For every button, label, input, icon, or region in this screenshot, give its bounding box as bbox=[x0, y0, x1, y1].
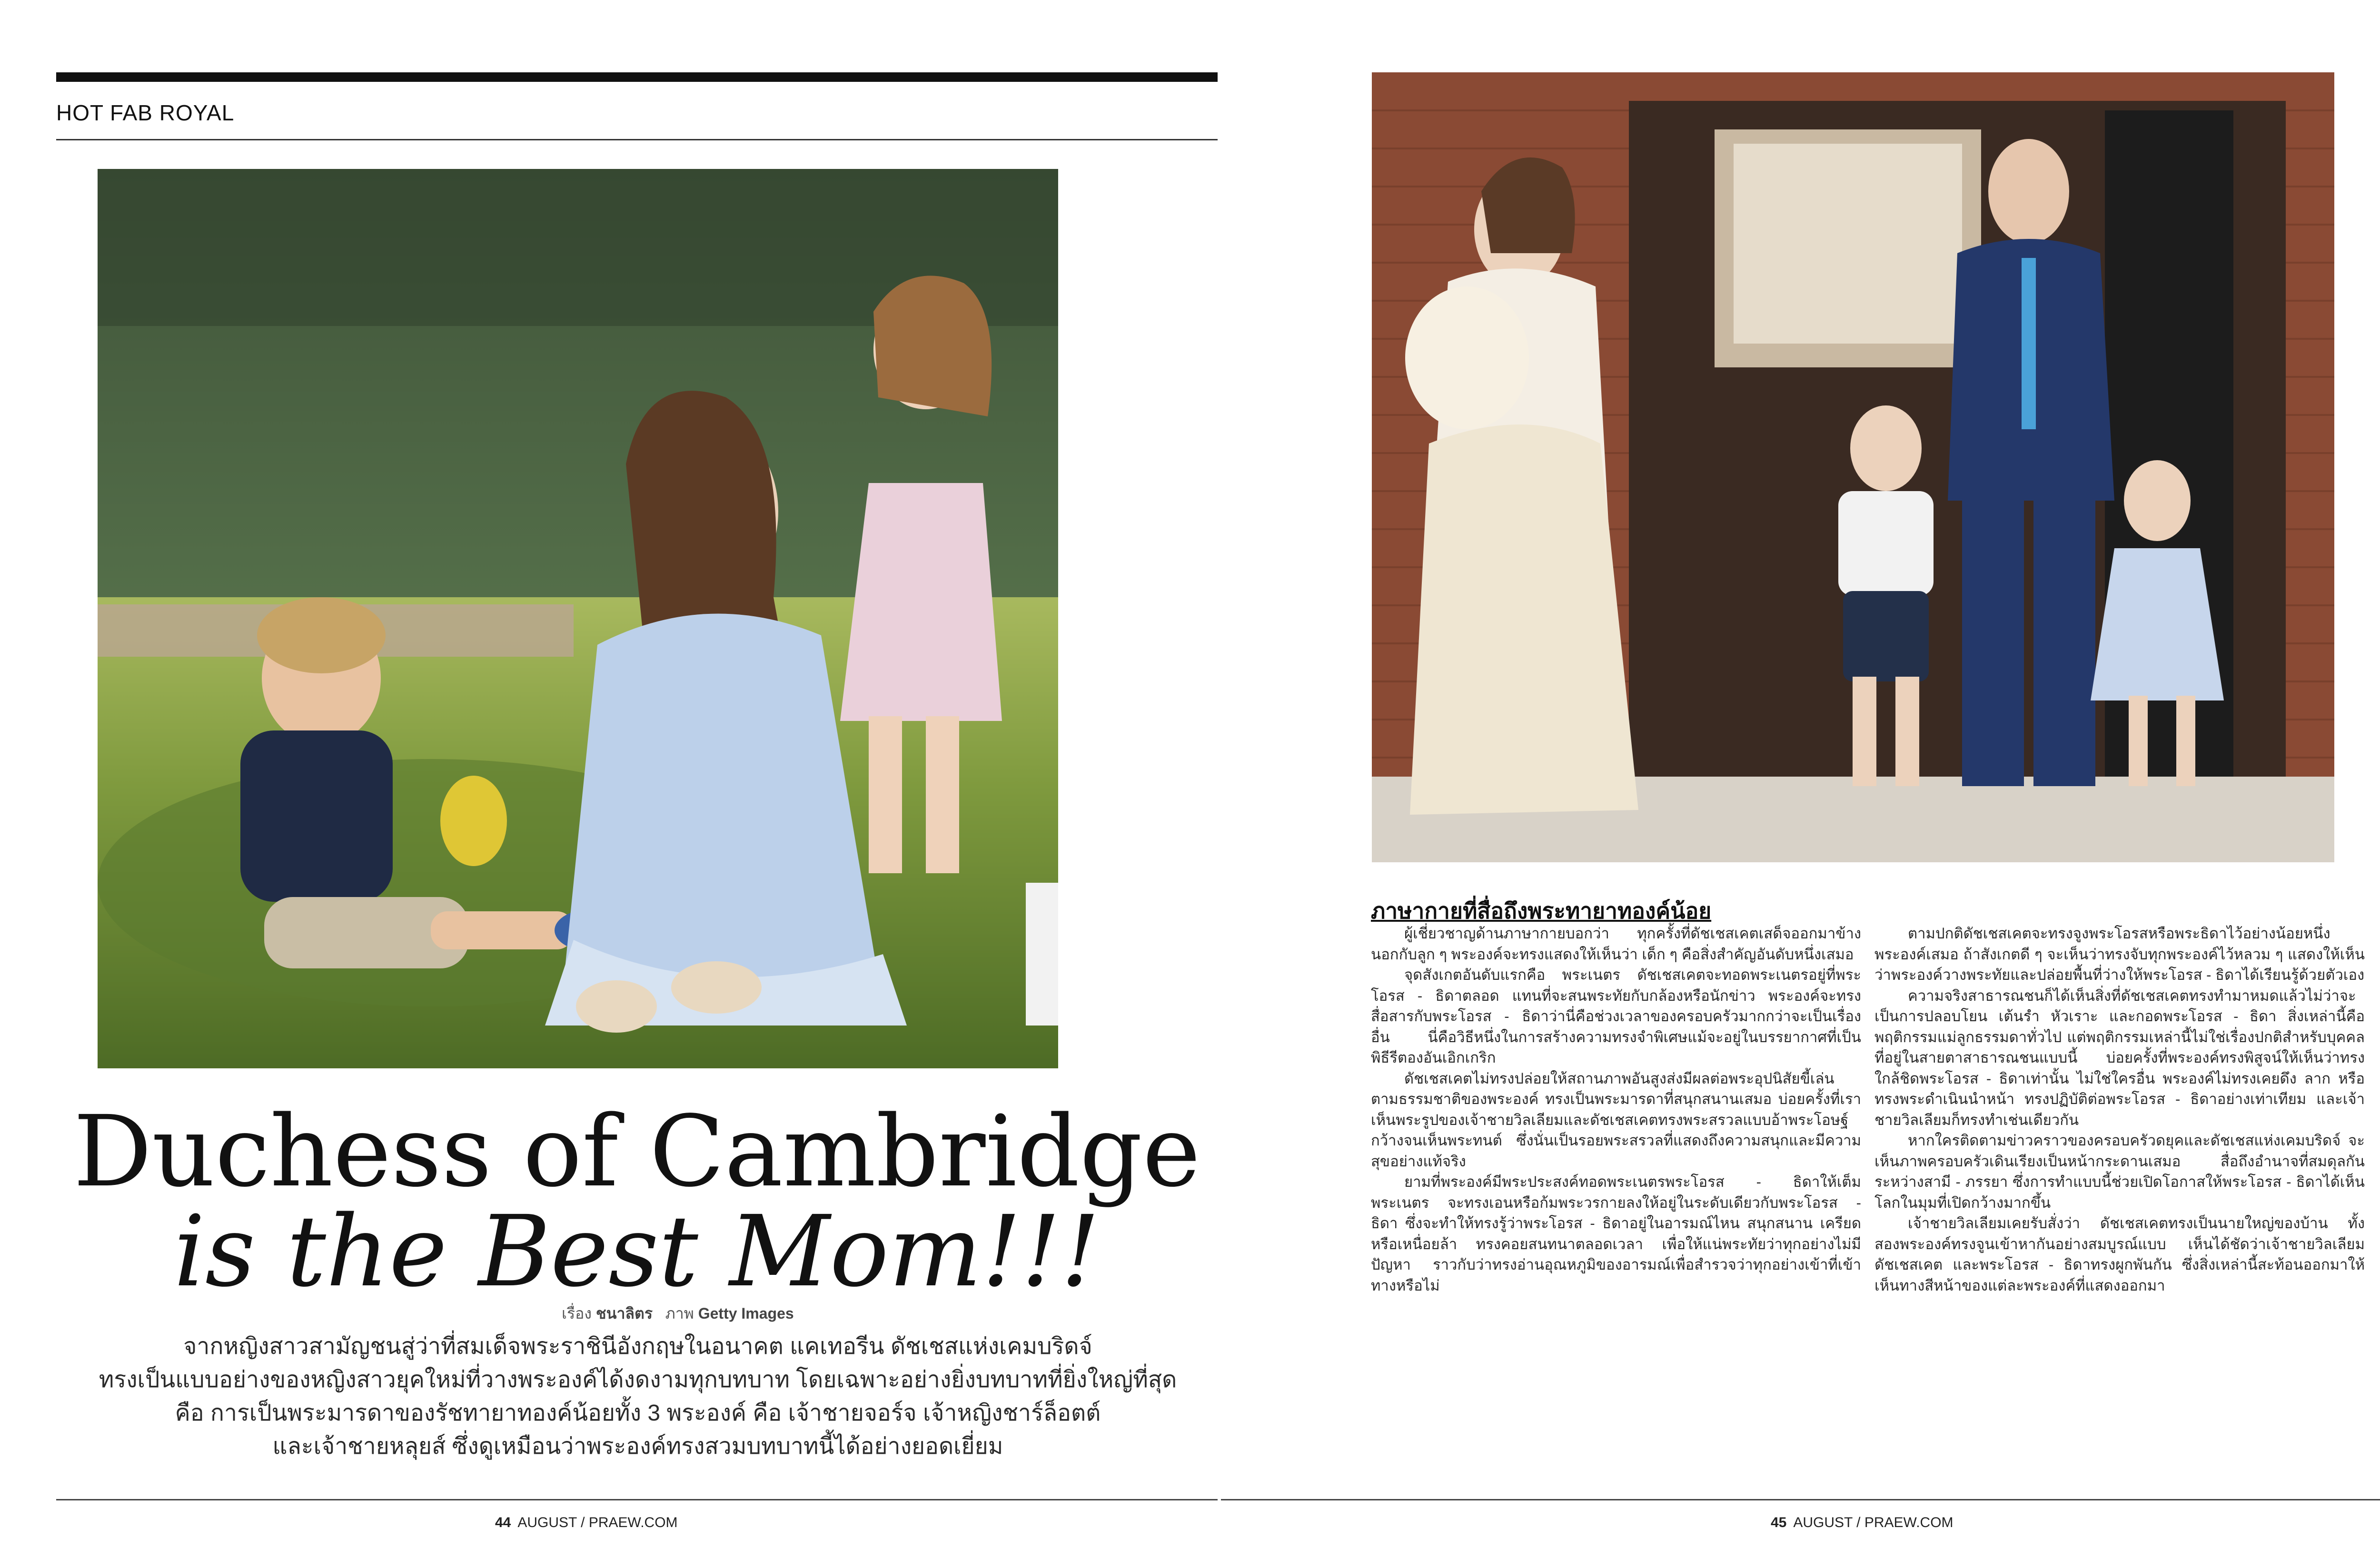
footer-rule-left bbox=[56, 1499, 1218, 1500]
body-paragraph: ความจริงสาธารณชนก็ได้เห็นสิ่งที่ดัชเชสเคตทรงทำมาหมดแล้วไม่ว่าจะเป็นการปลอบโยน เต้นรำ หัวเราะ และกอดพระโอรส - ธิดา สิ่งเหล่านี้คือพฤติกรรมแม่ลูกธรรมดาทั่วไป แต่พฤติกรรมเหล่านี้ไม่ใช่เรื่องปกติสำหรับบุคคลที่อยู่ในสายตาสาธารณชนแบบนี้ บ่อยครั้งที่พระองค์ทรงพิสูจน์ให้เห็นว่าทรงใกล้ชิดพระโอรส - ธิดาเท่านั้น ไม่ใช่ใครอื่น พระองค์ไม่ทรงเคยดึง ลาก หรือทรงพระดำเนินนำหน้า ทรงปฏิบัติต่อพระโอรส - ธิดาอย่างเท่าเทียม และเจ้าชายวิลเลียมก็ทรงทำเช่นเดียวกัน bbox=[1874, 987, 2365, 1128]
body-column-right bbox=[1874, 923, 2365, 1296]
folio-right bbox=[1771, 1515, 1954, 1531]
page-number: 45 bbox=[1771, 1515, 1787, 1530]
body-column-left bbox=[1371, 923, 1861, 1296]
section-subhead: ภาษากายที่สื่อถึงพระทายาทองค์น้อย bbox=[1371, 898, 1712, 923]
lead-paragraph bbox=[95, 1330, 1180, 1463]
body-paragraph: ยามที่พระองค์มีพระประสงค์ทอดพระเนตรพระโอรส - ธิดาให้เต็มพระเนตร จะทรงเอนหรือก้มพระวรกายลงให้อยู่ในระดับเดียวกับพระโอรส - ธิดา ซึ่งจะทำให้ทรงรู้ว่าพระโอรส - ธิดาอยู่ในอารมณ์ไหน สนุกสนาน เครียด หรือเหนื่อยล้า ทรงคอยสนทนาตลอดเวลา เพื่อให้แน่พระทัยว่าทุกอย่างไม่มีปัญหา ราวกับว่าทรงอ่านอุณหภูมิของอารมณ์เพื่อสำรวจว่าทุกอย่างเข้าที่เข้าทางหรือไม่ bbox=[1371, 1174, 1861, 1294]
headline-line1: Duchess of Cambridge bbox=[73, 1095, 1201, 1209]
section-label: HOT FAB ROYAL bbox=[56, 100, 235, 125]
top-rule-bar bbox=[56, 72, 1218, 82]
header-rule bbox=[56, 139, 1218, 140]
left-page-photo bbox=[98, 169, 1058, 1068]
body-paragraph: จุดสังเกตอันดับแรกคือ พระเนตร ดัชเชสเคตจะทอดพระเนตรอยู่ที่พระโอรส - ธิดาตลอด แทนที่จะสนพระทัยกับกล้องหรือนักข่าว พระองค์จะทรงสื่อสารกับพระโอรส - ธิดาว่านี่คือช่วงเวลาของครอบครัวมากกว่าจะเป็นเรื่องอื่น นี่คือวิธีหนึ่งในการสร้างความทรงจำพิเศษแม้จะอยู่ในบรรยากาศที่เป็นพิธีรีตองอันเอิกเกริก bbox=[1371, 966, 1861, 1066]
folio-text: AUGUST / PRAEW.COM bbox=[517, 1515, 678, 1530]
body-paragraph: เจ้าชายวิลเลียมเคยรับสั่งว่า ดัชเชสเคตทรงเป็นนายใหญ่ของบ้าน ทั้งสองพระองค์ทรงจูนเข้าหากันอย่างสมบูรณ์แบบ เห็นได้ชัดว่าเจ้าชายวิลเลียม ดัชเชสเคต และพระโอรส - ธิดาทรงผูกพันกัน ซึ่งสิ่งเหล่านี้สะท้อนออกมาให้เห็นทางสีหน้าของแต่ละพระองค์ที่แสดงออกมา bbox=[1874, 1215, 2365, 1294]
folio-left bbox=[495, 1515, 678, 1531]
footer-rule-right bbox=[1221, 1499, 2380, 1500]
body-paragraph: ตามปกติดัชเชสเคตจะทรงจูงพระโอรสหรือพระธิดาไว้อย่างน้อยหนึ่งพระองค์เสมอ ถ้าสังเกตดี ๆ จะเห็นว่าทรงจับทุกพระองค์ไว้หลวม ๆ แสดงให้เห็นว่าพระองค์วางพระทัยและปล่อยพื้นที่ว่างให้พระโอรส - ธิดาได้เรียนรู้ด้วยตัวเอง bbox=[1874, 925, 2365, 983]
body-paragraph: ผู้เชี่ยวชาญด้านภาษากายบอกว่า ทุกครั้งที่ดัชเชสเคตเสด็จออกมาข้างนอกกับลูก ๆ พระองค์จะทรงแสดงให้เห็นว่า เด็ก ๆ คือสิ่งสำคัญอันดับหนึ่งเสมอ bbox=[1371, 925, 1861, 963]
headline-line2: is the Best Mom!!! bbox=[174, 1194, 1100, 1309]
right-page-photo bbox=[1372, 72, 2334, 862]
lead-line: คือ การเป็นพระมารดาของรัชทายาทองค์น้อยทั้ง 3 พระองค์ คือ เจ้าชายจอร์จ เจ้าหญิงชาร์ล็อตต์ bbox=[175, 1400, 1101, 1426]
page-number: 44 bbox=[495, 1515, 511, 1530]
byline-photo-name: Getty Images bbox=[698, 1305, 794, 1322]
body-paragraph: ดัชเชสเคตไม่ทรงปล่อยให้สถานภาพอันสูงส่งมีผลต่อพระอุปนิสัยขี้เล่นตามธรรมชาติของพระองค์ ทรงเป็นพระมารดาที่สนุกสนานเสมอ บ่อยครั้งที่เราเห็นพระรูปของเจ้าชายวิลเลียมและดัชเชสเคตทรงพระสรวลแบบอ้าพระโอษฐ์กว้างจนเห็นพระทนต์ ซึ่งนั่นเป็นรอยพระสรวลที่แสดงถึงความสนุกและมีความสุขอย่างแท้จริง bbox=[1371, 1070, 1861, 1170]
lead-line: จากหญิงสาวสามัญชนสู่ว่าที่สมเด็จพระราชินีอังกฤษในอนาคต แคเทอรีน ดัชเชสแห่งเคมบริดจ์ bbox=[183, 1334, 1092, 1359]
byline-photo-label: ภาพ bbox=[665, 1305, 694, 1322]
folio-text: AUGUST / PRAEW.COM bbox=[1793, 1515, 1954, 1530]
lead-line: และเจ้าชายหลุยส์ ซึ่งดูเหมือนว่าพระองค์ทรงสวมบทบาทนี้ได้อย่างยอดเยี่ยม bbox=[272, 1434, 1003, 1459]
byline bbox=[562, 1302, 794, 1326]
body-paragraph: หากใครติดตามข่าวคราวของครอบครัวดยุคและดัชเชสแห่งเคมบริดจ์ จะเห็นภาพครอบครัวเดินเรียงเป็นหน้ากระดานเสมอ สื่อถึงอำนาจที่สมดุลกันระหว่างสามี - ภรรยา ซึ่งการทำแบบนี้ช่วยเปิดโอกาสให้พระโอรส - ธิดาได้เห็นโลกในมุมที่เปิดกว้างมากขึ้น bbox=[1874, 1132, 2365, 1211]
byline-story-label: เรื่อง bbox=[562, 1305, 592, 1322]
lead-line: ทรงเป็นแบบอย่างของหญิงสาวยุคใหม่ที่วางพระองค์ได้งดงามทุกบทบาท โดยเฉพาะอย่างยิ่งบทบาทที่ยิ่งใหญ่ที่สุด bbox=[99, 1367, 1177, 1392]
byline-story-name: ชนาลิตร bbox=[595, 1305, 653, 1322]
